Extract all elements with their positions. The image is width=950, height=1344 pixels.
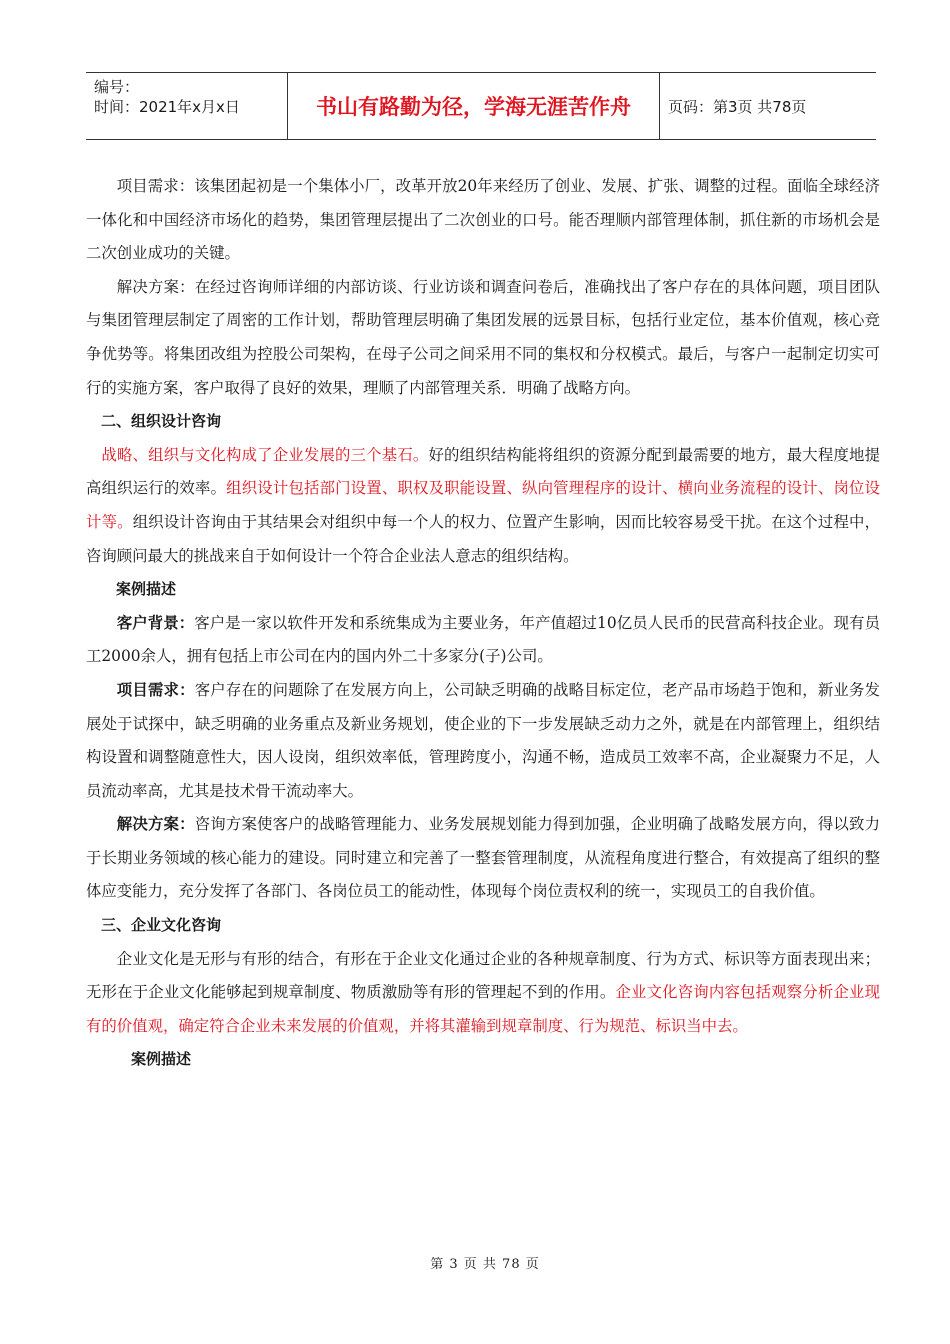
label-bold: 客户背景： — [116, 613, 195, 632]
body-text: 好的组织结构能将组织的资源分配到最需要的地方，最大程度地提高组织运行的效率。 — [86, 445, 880, 498]
document-time: 时间：2021年x月x日 — [94, 98, 240, 116]
body-text: 组织设计咨询由于其结果会对组织中每一个人的权力、位置产生影响，因而比较容易受干扰。在这个过程中，咨询顾问最大的挑战来自于如何设计一个符合企业法人意志的组织结构。 — [86, 512, 880, 565]
body-text: 咨询方案使客户的战略管理能力、业务发展规划能力得到加强，企业明确了战略发展方向，得以致力于长期业务领域的核心能力的建设。同时建立和完善了一整套管理制度，从流程角度进行整合，有效提高了组织的整体应变能力，充分发挥了各部门、各岗位员工的能动性，体现每个岗位责权利的统一，实现员工的自我价值。 — [86, 815, 880, 901]
label-bold: 项目需求： — [116, 680, 195, 699]
label-bold: 解决方案： — [116, 815, 195, 834]
body-text: 客户存在的问题除了在发展方向上，公司缺乏明确的战略目标定位，老产品市场趋于饱和，新业务发展处于试探中，缺乏明确的业务重点及新业务规划，使企业的下一步发展缺乏动力之外，就是在内部管理上，组织结构设置和调整随意性大，因人设岗，组织效率低，管理跨度小，沟通不畅，造成员工效率不高，企业凝聚力不足，人员流动率高，尤其是技术骨干流动率大。 — [86, 680, 880, 800]
header-page-info: 页码：第3页 共78页 — [668, 97, 807, 116]
body-text: 客户是一家以软件开发和系统集成为主要业务，年产值超过10亿员人民币的民营高科技企业。现有员工2000余人，拥有包括上市公司在内的国内外二十多家分(子)公司。 — [86, 613, 880, 666]
highlight-text: 组织设计包括部门设置、职权及职能设置、纵向管理程序的设计、横向业务流程的设计、岗位设计等。 — [86, 479, 880, 531]
page-footer: 第 3 页 共 78 页 — [430, 1257, 540, 1272]
case-heading: 案例描述 — [116, 580, 177, 599]
paragraph-org-design — [86, 439, 880, 573]
case-heading: 案例描述 — [131, 1050, 192, 1069]
highlight-text: 企业文化咨询内容包括观察分析企业现有的价值观，确定符合企业未来发展的价值观，并将其灌输到规章制度、行为规范、标识当中去。 — [86, 983, 880, 1035]
page-header — [86, 72, 876, 140]
document-number: 编号： — [94, 78, 140, 96]
paragraph-solution: 解决方案：在经过咨询师详细的内部访谈、行业访谈和调查问卷后，准确找出了客户存在的具体问题，项目团队与集团管理层制定了周密的工作计划，帮助管理层明确了集团发展的远景目标，包括行业定位，基本价值观，核心竞争优势等。将集团改组为控股公司架构，在母子公司之间采用不同的集权和分权模式。最后，与客户一起制定切实可行的实施方案，客户取得了良好的效果，理顺了内部管理关系．明确了战略方向。 — [86, 277, 880, 397]
paragraph-case-need — [86, 674, 880, 808]
body-text: 企业文化是无形与有形的结合，有形在于企业文化通过企业的各种规章制度、行为方式、标识等方面表现出来；无形在于企业文化能够起到规章制度、物质激励等有形的管理起不到的作用。 — [86, 949, 880, 1002]
highlight-text: 战略、组织与文化构成了企业发展的三个基石。 — [101, 445, 429, 464]
paragraph-case-solution — [86, 808, 880, 909]
document-body — [86, 170, 880, 1077]
header-meta — [86, 73, 288, 139]
section-heading-org-design: 二、组织设计咨询 — [101, 412, 222, 431]
paragraph-client-background — [86, 607, 880, 674]
section-heading-culture: 三、企业文化咨询 — [101, 916, 222, 935]
header-motto: 书山有路勤为径，学海无涯苦作舟 — [288, 73, 660, 139]
paragraph-culture — [86, 943, 880, 1044]
paragraph-project-need: 项目需求：该集团起初是一个集体小厂，改革开放20年来经历了创业、发展、扩张、调整的过程。面临全球经济一体化和中国经济市场化的趋势，集团管理层提出了二次创业的口号。能否理顺内部管理体制，抓住新的市场机会是二次创业成功的关键。 — [86, 177, 880, 263]
